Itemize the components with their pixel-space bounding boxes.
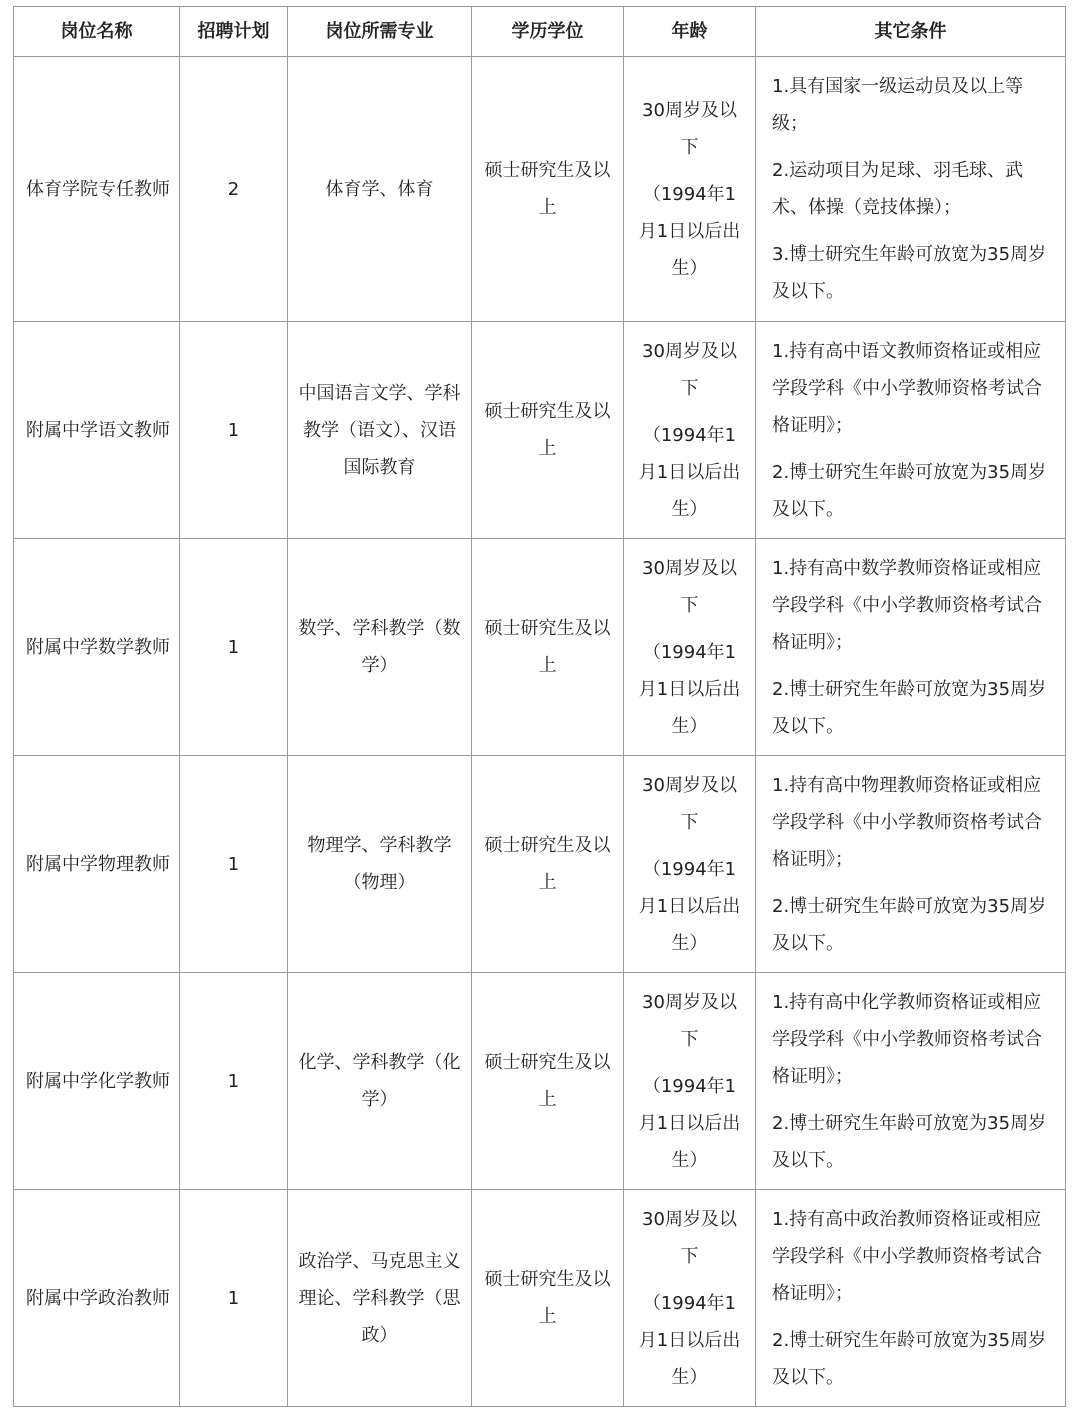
age-limit: 30周岁及以下: [642, 774, 737, 833]
header-row: [14, 7, 1066, 57]
age-limit: 30周岁及以下: [642, 557, 737, 616]
table-header: [14, 7, 1066, 57]
condition-item: 2.博士研究生年龄可放宽为35周岁及以下。: [772, 895, 1047, 954]
recruitment-count: 1: [180, 539, 288, 756]
other-conditions: [756, 539, 1066, 756]
condition-item: 2.博士研究生年龄可放宽为35周岁及以下。: [772, 461, 1047, 520]
age-limit: 30周岁及以下: [642, 99, 737, 158]
condition-item: 2.博士研究生年龄可放宽为35周岁及以下。: [772, 678, 1047, 737]
age-limit: 30周岁及以下: [642, 340, 737, 399]
birth-date-limit: （1994年1月1日以后出生）: [638, 183, 741, 279]
education-requirement: 硕士研究生及以上: [472, 57, 624, 322]
age-requirement: [624, 1190, 756, 1407]
condition-item: 3.博士研究生年龄可放宽为35周岁及以下。: [772, 244, 1047, 302]
other-conditions: [756, 973, 1066, 1190]
birth-date-limit: （1994年1月1日以后出生）: [638, 1075, 741, 1171]
header-position-name: 岗位名称: [14, 7, 180, 57]
recruitment-count: 1: [180, 1190, 288, 1407]
recruitment-count: 1: [180, 756, 288, 973]
other-conditions: [756, 57, 1066, 322]
other-conditions: [756, 756, 1066, 973]
condition-item: 2.博士研究生年龄可放宽为35周岁及以下。: [772, 1112, 1047, 1171]
table-row: [14, 973, 1066, 1190]
recruitment-count: 1: [180, 322, 288, 539]
table-row: [14, 756, 1066, 973]
education-requirement: 硕士研究生及以上: [472, 973, 624, 1190]
position-name: 附属中学政治教师: [14, 1190, 180, 1407]
age-limit: 30周岁及以下: [642, 991, 737, 1050]
required-major: 政治学、马克思主义理论、学科教学（思政）: [288, 1190, 472, 1407]
condition-item: 1.持有高中物理教师资格证或相应学段学科《中小学教师资格考试合格证明》；: [772, 774, 1042, 870]
condition-item: 1.具有国家一级运动员及以上等级；: [772, 76, 1024, 134]
required-major: 化学、学科教学（化学）: [288, 973, 472, 1190]
recruitment-count: 2: [180, 57, 288, 322]
education-requirement: 硕士研究生及以上: [472, 1190, 624, 1407]
condition-item: 1.持有高中化学教师资格证或相应学段学科《中小学教师资格考试合格证明》；: [772, 991, 1042, 1087]
table-body: [14, 57, 1066, 1407]
header-other-conditions: 其它条件: [756, 7, 1066, 57]
required-major: 数学、学科教学（数学）: [288, 539, 472, 756]
table-row: [14, 1190, 1066, 1407]
header-required-major: 岗位所需专业: [288, 7, 472, 57]
header-education: 学历学位: [472, 7, 624, 57]
condition-item: 1.持有高中数学教师资格证或相应学段学科《中小学教师资格考试合格证明》；: [772, 557, 1042, 653]
age-requirement: [624, 322, 756, 539]
header-age: 年龄: [624, 7, 756, 57]
birth-date-limit: （1994年1月1日以后出生）: [638, 641, 741, 737]
position-name: 体育学院专任教师: [14, 57, 180, 322]
age-requirement: [624, 756, 756, 973]
required-major: 体育学、体育: [288, 57, 472, 322]
table-row: [14, 57, 1066, 322]
other-conditions: [756, 322, 1066, 539]
recruitment-table: [13, 6, 1066, 1407]
position-name: 附属中学语文教师: [14, 322, 180, 539]
birth-date-limit: （1994年1月1日以后出生）: [638, 858, 741, 954]
birth-date-limit: （1994年1月1日以后出生）: [638, 424, 741, 520]
position-name: 附属中学化学教师: [14, 973, 180, 1190]
education-requirement: 硕士研究生及以上: [472, 539, 624, 756]
header-recruitment-plan: 招聘计划: [180, 7, 288, 57]
age-requirement: [624, 539, 756, 756]
birth-date-limit: （1994年1月1日以后出生）: [638, 1292, 741, 1388]
recruitment-count: 1: [180, 973, 288, 1190]
age-requirement: [624, 973, 756, 1190]
condition-item: 1.持有高中政治教师资格证或相应学段学科《中小学教师资格考试合格证明》；: [772, 1208, 1042, 1304]
education-requirement: 硕士研究生及以上: [472, 322, 624, 539]
position-name: 附属中学物理教师: [14, 756, 180, 973]
education-requirement: 硕士研究生及以上: [472, 756, 624, 973]
condition-item: 2.运动项目为足球、羽毛球、武术、体操（竞技体操）；: [772, 160, 1024, 218]
required-major: 中国语言文学、学科教学（语文）、汉语国际教育: [288, 322, 472, 539]
table-row: [14, 322, 1066, 539]
required-major: 物理学、学科教学（物理）: [288, 756, 472, 973]
table-row: [14, 539, 1066, 756]
condition-item: 2.博士研究生年龄可放宽为35周岁及以下。: [772, 1329, 1047, 1388]
other-conditions: [756, 1190, 1066, 1407]
age-limit: 30周岁及以下: [642, 1208, 737, 1267]
age-requirement: [624, 57, 756, 322]
position-name: 附属中学数学教师: [14, 539, 180, 756]
condition-item: 1.持有高中语文教师资格证或相应学段学科《中小学教师资格考试合格证明》；: [772, 340, 1042, 436]
